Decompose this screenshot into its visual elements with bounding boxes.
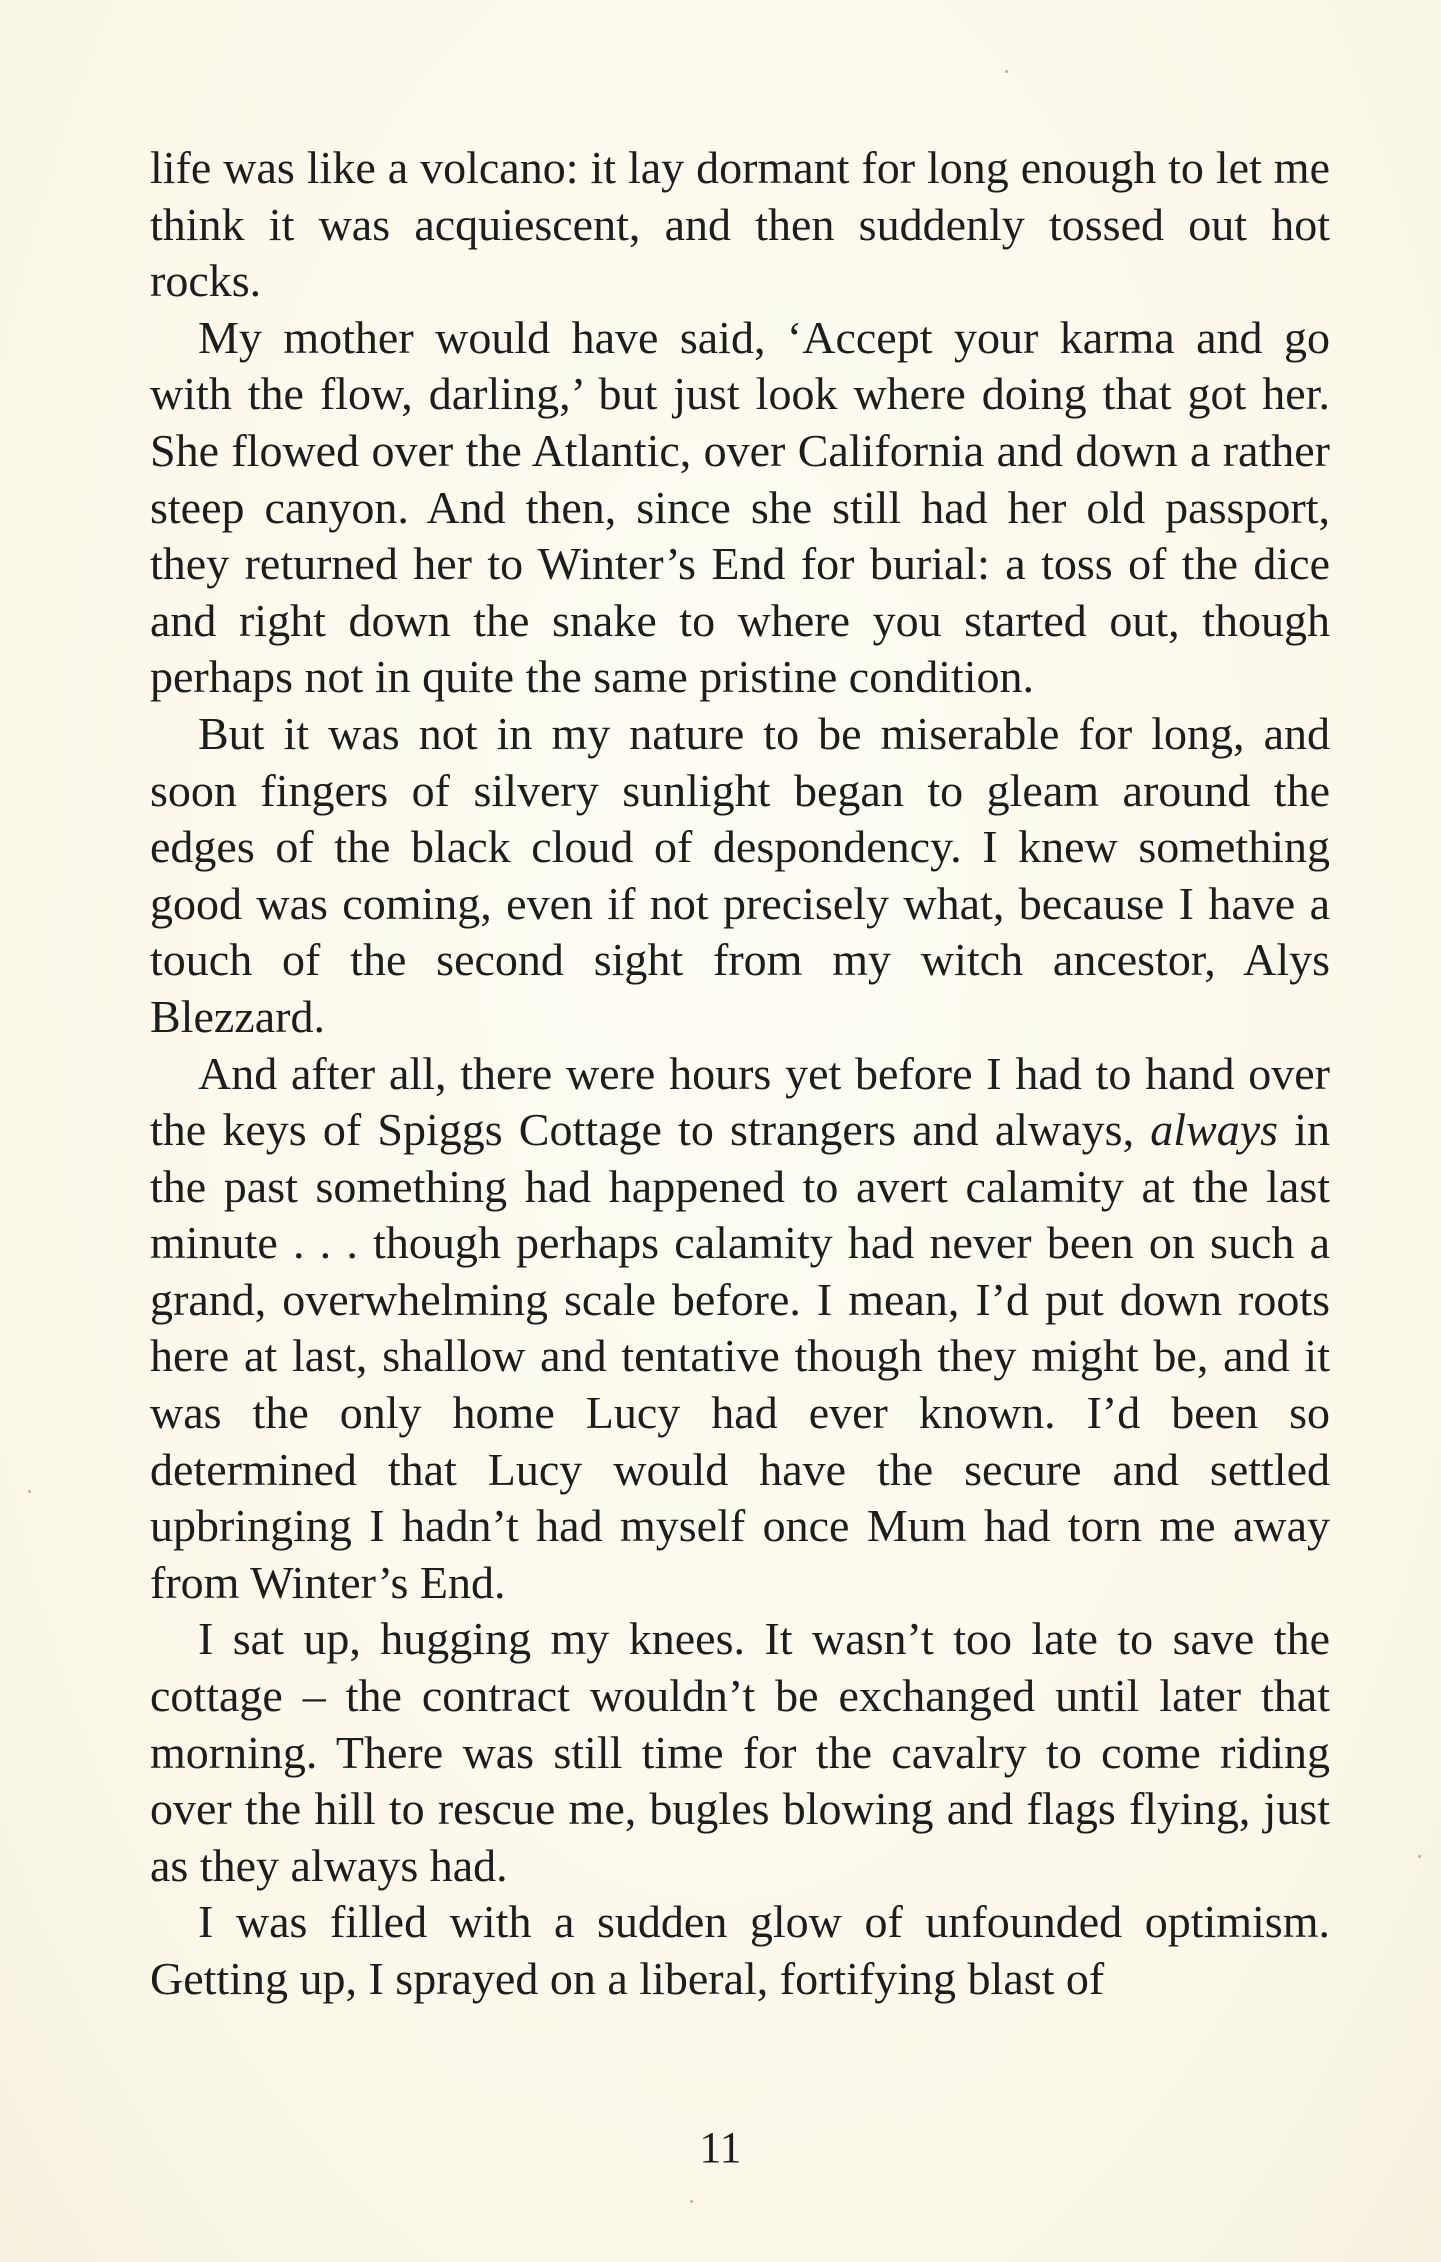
paragraph-optimism: But it was not in my nature to be miserable for long, and soon fingers of silvery sunlight began to gleam around the edges of the black cloud of despondency. I knew something good was coming, even if not precisely what, because I have a touch of the second sight from my witch ancestor, Alys Blezzard. <box>150 707 1330 1042</box>
paragraph-cottage-keys-start: And after all, there were hours yet before I had to hand over the keys of Spiggs Cottage to strangers and always, <box>150 1047 1330 1156</box>
emphasis-always: always <box>1150 1104 1279 1156</box>
paragraph-hugging-knees: I sat up, hugging my knees. It wasn’t too late to save the cottage – the contract wouldn’t be exchanged until later that morning. There was still time for the cavalry to come riding over the hill to rescue me, bugles blowing and flags flying, just as they always had. <box>150 1613 1330 1891</box>
page-number: 11 <box>699 2123 742 2172</box>
paper-speck <box>1005 70 1008 73</box>
paragraph-cottage-keys-end: in the past something had happened to avert calamity at the last minute . . . though perhaps calamity had never been on such a grand, overwhelming scale before. I mean, I’d put down roots here at last, shallow and tentative though they might be, and it was the only home Lucy had ever known. I’d been so determined that Lucy would have the secure and settled upbringing I hadn’t had myself once Mum had torn me away from Winter’s End. <box>150 1104 1331 1608</box>
body-text <box>150 140 1330 2008</box>
paper-speck <box>690 2200 693 2203</box>
paragraph-sudden-glow: I was filled with a sudden glow of unfounded optimism. Getting up, I sprayed on a liberal, fortifying blast of <box>150 1896 1330 2004</box>
paragraph-cottage-keys <box>150 1046 1330 1612</box>
paper-speck <box>28 1490 31 1493</box>
paragraph-continued: life was like a volcano: it lay dormant for long enough to let me think it was acquiescent, and then suddenly tossed out hot rocks. <box>150 142 1330 307</box>
paper-speck <box>1418 1855 1421 1858</box>
paragraph-mother: My mother would have said, ‘Accept your karma and go with the flow, darling,’ but just look where doing that got her. She flowed over the Atlantic, over California and down a rather steep canyon. And then, since she still had her old passport, they returned her to Winter’s End for burial: a toss of the dice and right down the snake to where you started out, though perhaps not in quite the same pristine condition. <box>150 311 1330 703</box>
